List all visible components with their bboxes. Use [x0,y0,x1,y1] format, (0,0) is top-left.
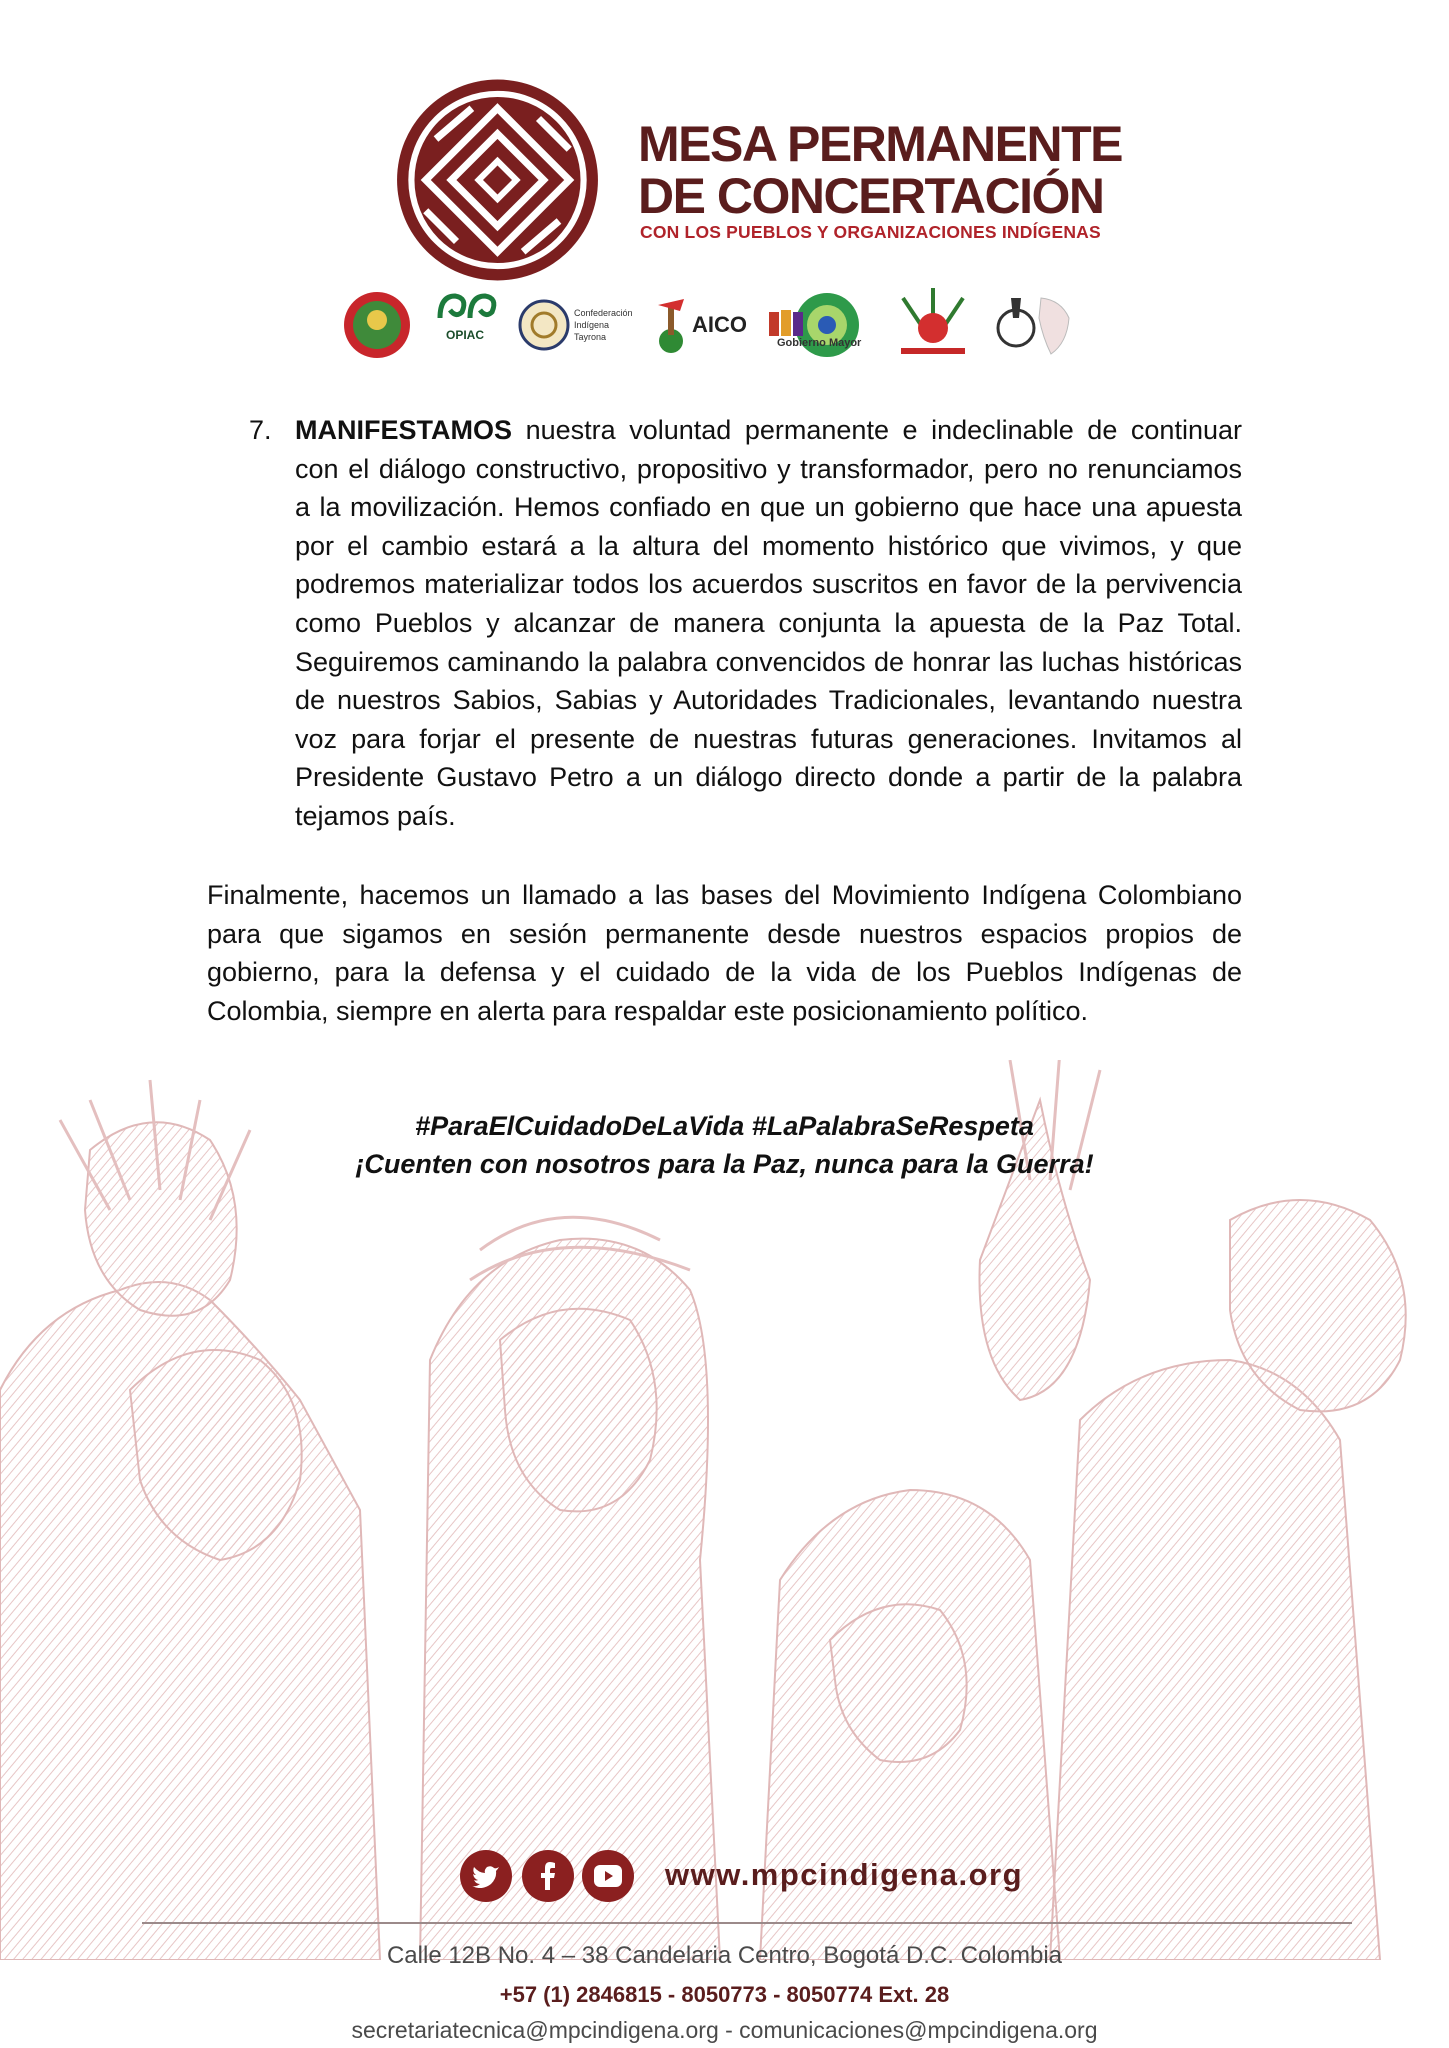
twitter-link[interactable] [460,1850,512,1902]
partner-logo-opiac [430,288,500,362]
closing-paragraph: Finalmente, hacemos un llamado a las bases del Movimiento Indígena Colombiano para que sigamos en sesión permanente desde nuestros espacios propios de gobierno, para la defensa y el cuidado de la vida de los Pueblos Indígenas de Colombia, siempre en alerta para respaldar este posicionamiento político. [207,880,1242,1026]
partner-logos-row [342,285,1110,365]
map-emblem-icon [991,288,1076,362]
org-title-line2: DE CONCERTACIÓN [638,168,1104,224]
hashtags-line: #ParaElCuidadoDeLaVida #LaPalabraSeRespeta [415,1111,1034,1141]
letterhead-header [0,70,1449,370]
youtube-icon [594,1865,622,1887]
youtube-link[interactable] [582,1850,634,1902]
opiac-label: OPIAC [445,328,484,342]
numbered-item-7 [249,411,1242,836]
twitter-icon [472,1864,500,1888]
cit-label: Confederación Indígena Tayrona [574,308,633,342]
org-title [638,118,1122,222]
aico-label: AICO [692,312,747,337]
tayrona-seal-icon [518,299,570,351]
letterhead-footer [0,1845,1449,2045]
org-title-line1: MESA PERMANENTE [638,116,1123,172]
partner-logo-cric [893,288,973,362]
footer-divider [142,1922,1352,1924]
aico-figure-icon [654,295,688,355]
gobierno-mayor-icon [765,290,865,360]
item-body-text: nuestra voluntad permanente e indeclinable de continuar con el diálogo constructivo, propositivo y transformador, pero no renunciamos a la movilización. Hemos confiado en que un gobierno que hace una apuesta por el cambio estará a la altura del momento histórico que vivimos, y que podremos materializar todos los acuerdos suscritos en favor de la pervivencia como Pueblos y alcanzar de manera conjunta la apuesta de la Paz Total. Seguiremos caminando la palabra convencidos de honrar las luchas históricas de nuestros Sabios, Sabias y Autoridades Tradicionales, levantando nuestra voz para forjar el presente de nuestras futuras generaciones. Invitamos al Presidente Gustavo Petro a un diálogo directo donde a partir de la palabra tejamos país. [295,415,1242,831]
indigenous-figures-watermark [0,1060,1449,1960]
footer-emails: secretariatecnica@mpcindigena.org - comunicaciones@mpcindigena.org [351,2017,1098,2043]
onic-seal-icon [342,290,412,360]
footer-address: Calle 12B No. 4 – 38 Candelaria Centro, Bogotá D.C. Colombia [386,1942,1063,1969]
org-subtitle: CON LOS PUEBLOS Y ORGANIZACIONES INDÍGENAS [640,222,1101,242]
opiac-spiral-icon [430,288,500,328]
footer-phones: +57 (1) 2846815 - 8050773 - 8050774 Ext. 28 [499,1982,950,2007]
partner-logo-48 [991,288,1076,362]
partner-logo-onic [342,288,412,362]
cric-emblem-icon [893,288,973,362]
item-bold-verb: MANIFESTAMOS [295,415,512,445]
mpc-seal-logo [395,75,600,285]
facebook-link[interactable] [522,1850,574,1902]
partner-logo-aico [654,288,747,362]
item-number: 7. [249,415,272,445]
gobierno-mayor-label: Gobierno Mayor [777,337,862,349]
website-link[interactable]: www.mpcindigena.org [665,1857,1024,1892]
partner-logo-cit [518,288,636,362]
slogan-line: ¡Cuenten con nosotros para la Paz, nunca para la Guerra! [355,1149,1094,1179]
facebook-icon [540,1862,556,1890]
